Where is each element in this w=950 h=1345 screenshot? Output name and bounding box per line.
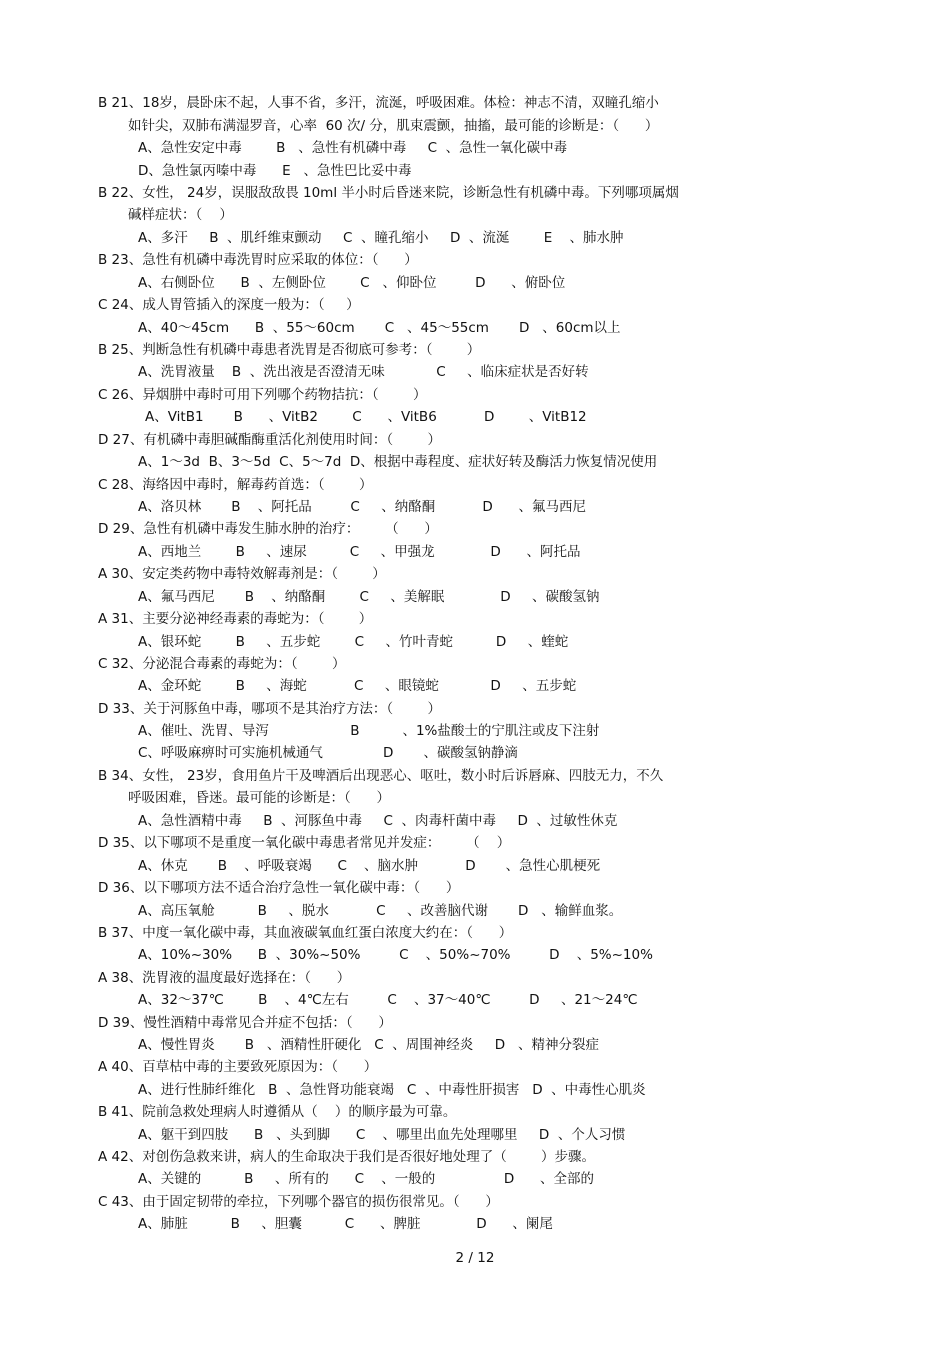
question-41: B 41、院前急救处理病人时遵循从（ ）的顺序最为可靠。 xyxy=(98,1104,457,1120)
question-21-options: A、急性安定中毒 B 、急性有机磷中毒 C 、急性一氧化碳中毒 xyxy=(138,140,568,156)
question-38-options: A、32～37℃ B 、4℃左右 C 、37～40℃ D 、21～24℃ xyxy=(138,992,638,1008)
question-23: B 23、急性有机磷中毒洗胃时应采取的体位：（ ） xyxy=(98,252,418,268)
question-37: B 37、中度一氧化碳中毒，其血液碳氧血红蛋白浓度大约在：（ ） xyxy=(98,925,513,941)
question-39-options: A、慢性胃炎 B 、酒精性肝硬化 C 、周围神经炎 D 、精神分裂症 xyxy=(138,1037,600,1053)
question-25: B 25、判断急性有机磷中毒患者洗胃是否彻底可参考：（ ） xyxy=(98,342,481,358)
question-27-options: A、1～3d B、3～5d C、5～7d D、根据中毒程度、症状好转及酶活力恢复情况使用 xyxy=(138,454,658,470)
question-40-options: A、进行性肺纤维化 B 、急性肾功能衰竭 C 、中毒性肝损害 D 、中毒性心肌炎 xyxy=(138,1082,646,1098)
question-30: A 30、安定类药物中毒特效解毒剂是：（ ） xyxy=(98,566,386,582)
question-22-options: A、多汗 B 、肌纤维束颤动 C 、瞳孔缩小 D 、流涎 E 、肺水肿 xyxy=(138,230,624,246)
question-36-options: A、高压氧舱 B 、脱水 C 、改善脑代谢 D 、输鲜血浆。 xyxy=(138,903,623,919)
question-33-options: A、催吐、洗胃、导泻 B 、1%盐酸士的宁肌注或皮下注射 xyxy=(138,723,600,739)
question-33: D 33、关于河豚鱼中毒，哪项不是其治疗方法：（ ） xyxy=(98,701,441,717)
question-24-options: A、40～45cm B 、55～60cm C 、45～55cm D 、60cm以上 xyxy=(138,320,621,336)
question-31-options: A、银环蛇 B 、五步蛇 C 、竹叶青蛇 D 、蝰蛇 xyxy=(138,634,569,650)
question-35: D 35、以下哪项不是重度一氧化碳中毒患者常见并发症： （ ） xyxy=(98,835,511,851)
question-36: D 36、以下哪项方法不适合治疗急性一氧化碳中毒：（ ） xyxy=(98,880,460,896)
question-30-options: A、氟马西尼 B 、纳酪酮 C 、美解眠 D 、碳酸氢钠 xyxy=(138,589,600,605)
question-29: D 29、急性有机磷中毒发生肺水肿的治疗： （ ） xyxy=(98,521,438,537)
question-26-options: A、VitB1 B 、VitB2 C 、VitB6 D 、VitB12 xyxy=(145,409,587,425)
question-28-options: A、洛贝林 B 、阿托品 C 、纳酪酮 D 、氟马西尼 xyxy=(138,499,587,515)
question-33-options: C、呼吸麻痹时可实施机械通气 D 、碳酸氢钠静滴 xyxy=(138,745,518,761)
question-22: B 22、女性， 24岁，误服敌敌畏 10ml 半小时后昏迷来院，诊断急性有机磷中毒。下列哪项属烟 xyxy=(98,185,679,201)
question-38: A 38、洗胃液的温度最好选择在：（ ） xyxy=(98,970,351,986)
question-31: A 31、主要分泌神经毒素的毒蛇为：（ ） xyxy=(98,611,373,627)
question-21-options: D、急性氯丙嗪中毒 E 、急性巴比妥中毒 xyxy=(138,163,412,179)
page-number: 2 / 12 xyxy=(455,1250,495,1266)
question-28: C 28、海络因中毒时，解毒药首选：（ ） xyxy=(98,477,373,493)
question-43: C 43、由于固定韧带的牵拉，下列哪个器官的损伤很常见。（ ） xyxy=(98,1194,499,1210)
question-22-continued: 碱样症状：（ ） xyxy=(128,207,233,223)
question-26: C 26、异烟肼中毒时可用下列哪个药物拮抗：（ ） xyxy=(98,387,427,403)
question-29-options: A、西地兰 B 、速尿 C 、甲强龙 D 、阿托品 xyxy=(138,544,581,560)
question-34-options: A、急性酒精中毒 B 、河豚鱼中毒 C 、肉毒杆菌中毒 D 、过敏性休克 xyxy=(138,813,618,829)
question-34-continued: 呼吸困难，昏迷。最可能的诊断是：（ ） xyxy=(128,790,390,806)
question-21-continued: 如针尖，双肺布满湿罗音，心率 60 次/ 分，肌束震颤，抽搐，最可能的诊断是：（ ） xyxy=(128,118,659,134)
question-23-options: A、右侧卧位 B 、左侧卧位 C 、仰卧位 D 、俯卧位 xyxy=(138,275,566,291)
question-25-options: A、洗胃液量 B 、洗出液是否澄清无味 C 、临床症状是否好转 xyxy=(138,364,589,380)
question-43-options: A、肺脏 B 、胆囊 C 、脾脏 D 、阑尾 xyxy=(138,1216,553,1232)
question-41-options: A、躯干到四肢 B 、头到脚 C 、哪里出血先处理哪里 D 、个人习惯 xyxy=(138,1127,626,1143)
question-32-options: A、金环蛇 B 、海蛇 C 、眼镜蛇 D 、五步蛇 xyxy=(138,678,577,694)
question-34: B 34、女性， 23岁，食用鱼片干及啤酒后出现恶心、呕吐，数小时后诉唇麻、四肢无力，不久 xyxy=(98,768,664,784)
question-21: B 21、18岁，晨卧床不起，人事不省，多汗，流涎，呼吸困难。体检：神志不清，双瞳孔缩小 xyxy=(98,95,659,111)
question-40: A 40、百草枯中毒的主要致死原因为：（ ） xyxy=(98,1059,378,1075)
question-39: D 39、慢性酒精中毒常见合并症不包括：（ ） xyxy=(98,1015,392,1031)
question-35-options: A、休克 B 、呼吸衰竭 C 、脑水肿 D 、急性心肌梗死 xyxy=(138,858,601,874)
question-42-options: A、关键的 B 、所有的 C 、一般的 D 、全部的 xyxy=(138,1171,595,1187)
question-32: C 32、分泌混合毒素的毒蛇为：（ ） xyxy=(98,656,346,672)
question-42: A 42、对创伤急救来讲，病人的生命取决于我们是否很好地处理了（ ）步骤。 xyxy=(98,1149,596,1165)
question-37-options: A、10%~30% B 、30%~50% C 、50%~70% D 、5%~10% xyxy=(138,947,653,963)
question-27: D 27、有机磷中毒胆碱酯酶重活化剂使用时间：（ ） xyxy=(98,432,441,448)
question-24: C 24、成人胃管插入的深度一般为：（ ） xyxy=(98,297,360,313)
